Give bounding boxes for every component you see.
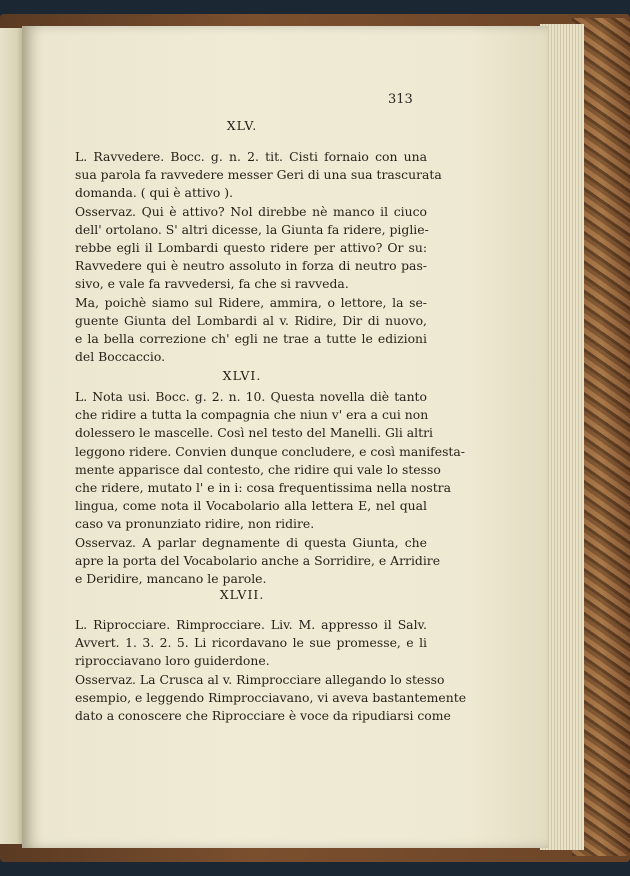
- text-line: Osservaz. La Crusca al v. Rimprocciare allegando lo stesso: [75, 671, 445, 687]
- page-number: 313: [388, 92, 413, 107]
- text-line: e Deridire, mancano le parole.: [75, 571, 267, 587]
- text-line: caso va pronunziato ridire, non ridire.: [75, 516, 315, 532]
- text-line: Osservaz. A parlar degnamente di questa Giunta, che: [75, 534, 427, 550]
- section-heading-xlvii: XLVII.: [219, 587, 265, 602]
- text-line: dato a conoscere che Riprocciare è voce da ripudiarsi come: [75, 708, 451, 724]
- text-line: domanda. ( qui è attivo ).: [75, 185, 234, 201]
- paragraph: [57, 148, 442, 203]
- paragraph: [57, 203, 427, 294]
- text-line: Avvert. 1. 3. 2. 5. Li ricordavano le sue promesse, e li: [75, 635, 427, 651]
- text-line: leggono ridere. Convien dunque concludere, e così manifesta-: [75, 443, 465, 459]
- text-line: che ridire a tutta la compagnia che niun v' era a cui non: [75, 407, 429, 423]
- text-line: L. Nota usi. Bocc. g. 2. n. 10. Questa novella diè tanto: [75, 389, 427, 404]
- text-line: mente apparisce dal contesto, che ridire qui vale lo stesso: [75, 461, 441, 477]
- text-line: Ravvedere qui è neutro assoluto in forza di neutro pas-: [75, 258, 427, 274]
- text-line: dolessero le mascelle. Così nel testo del Manelli. Gli altri: [75, 425, 433, 441]
- text-line: che ridere, mutato l' e in i: cosa frequentissima nella nostra: [75, 480, 451, 496]
- text-line: L. Riprocciare. Rimprocciare. Liv. M. appresso il Salv.: [75, 617, 427, 632]
- text-line: e la bella correzione ch' egli ne trae a tutte le edizioni: [75, 331, 427, 347]
- paragraph: [57, 534, 441, 589]
- section-heading-xlvi: XLVI.: [222, 368, 262, 383]
- left-page-leaf: [0, 28, 24, 844]
- section-heading-xlv: XLV.: [226, 118, 258, 133]
- text-line: sua parola fa ravvedere messer Geri di una sua trascurata: [75, 167, 442, 183]
- section-body-xlv: [57, 148, 442, 366]
- paragraph: [57, 294, 427, 367]
- text-line: guente Giunta del Lombardi al v. Ridire, Dir di nuovo,: [75, 312, 427, 328]
- text-line: esempio, e leggendo Rimprocciavano, vi aveva bastantemente: [75, 689, 467, 705]
- text-line: apre la porta del Vocabolario anche a Sorridire, e Arridire: [75, 552, 441, 568]
- text-line: Ma, poichè siamo sul Ridere, ammira, o lettore, la se-: [75, 294, 427, 310]
- paragraph: [57, 388, 465, 534]
- text-line: L. Ravvedere. Bocc. g. n. 2. tit. Cisti fornaio con una: [75, 149, 427, 164]
- paragraph: [57, 671, 467, 726]
- text-line: rebbe egli il Lombardi questo ridere per attivo? Or su:: [75, 240, 427, 256]
- section-body-xlvi: [57, 388, 465, 588]
- text-line: dell' ortolano. S' altri dicesse, la Giunta fa ridere, piglie-: [75, 221, 429, 237]
- text-line: lingua, come nota il Vocabolario alla lettera E, nel qual: [75, 498, 427, 514]
- section-body-xlvii: [57, 616, 467, 725]
- text-line: del Boccaccio.: [75, 349, 166, 365]
- text-line: sivo, e vale fa ravvedersi, fa che si ravveda.: [75, 276, 349, 292]
- text-line: Osservaz. Qui è attivo? Nol direbbe nè manco il ciuco: [75, 203, 427, 219]
- paragraph: [57, 616, 427, 671]
- text-line: riprocciavano loro guiderdone.: [75, 653, 270, 669]
